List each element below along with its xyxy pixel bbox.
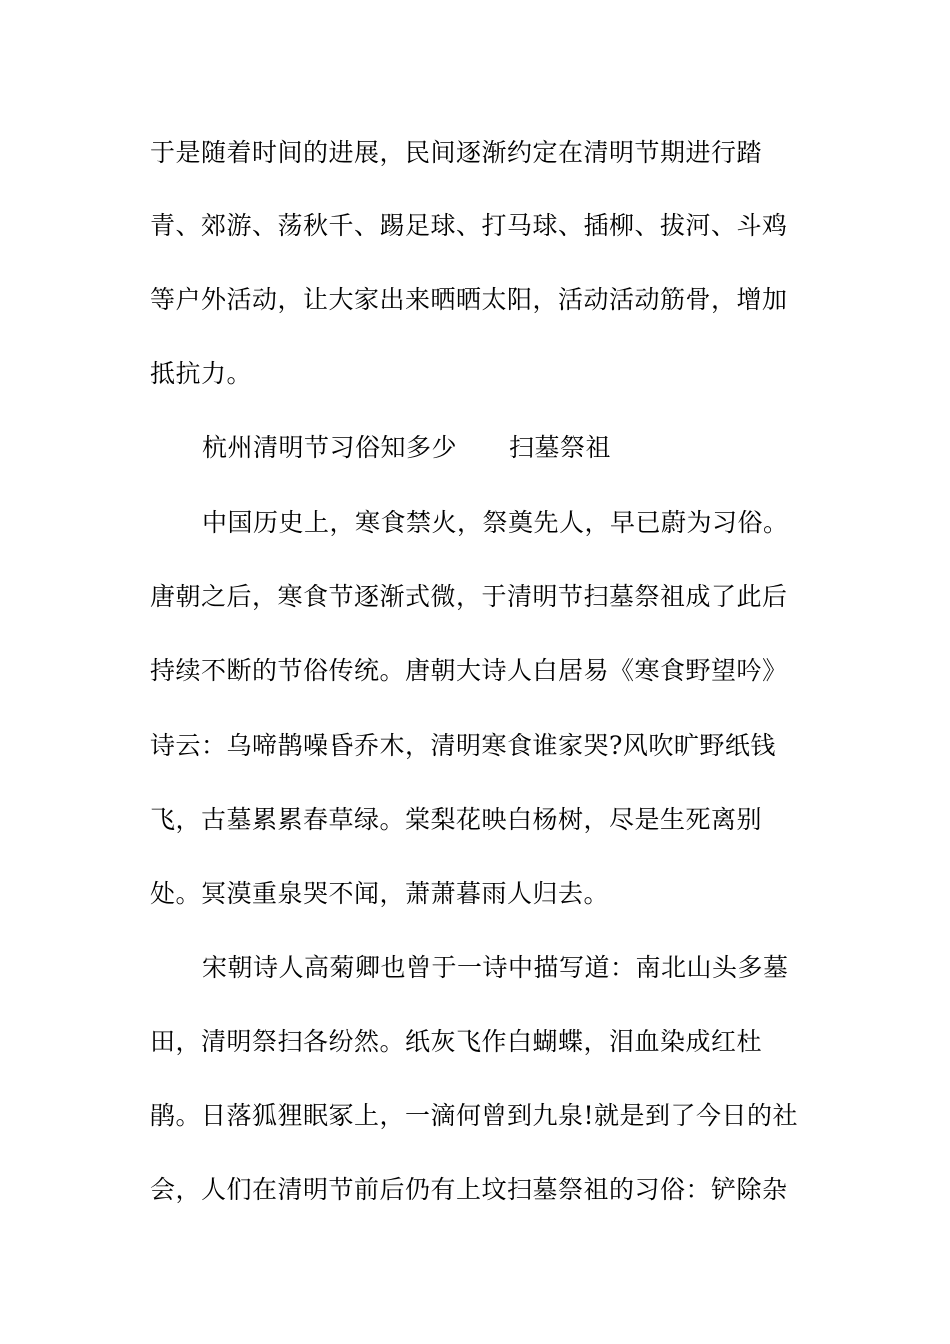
paragraph-2-line-2: 唐朝之后，寒食节逐渐式微，于清明节扫墓祭祖成了此后 xyxy=(150,582,788,611)
paragraph-2-line-5: 飞，古墓累累春草绿。棠梨花映白杨树，尽是生死离别 xyxy=(150,805,763,834)
paragraph-3-line-1: 宋朝诗人高菊卿也曾于一诗中描写道：南北山头多墓 xyxy=(202,953,789,982)
paragraph-1-line-4: 抵抗力。 xyxy=(150,359,253,388)
section-heading xyxy=(202,433,611,463)
paragraph-2-line-1: 中国历史上，寒食禁火，祭奠先人，早已蔚为习俗。 xyxy=(202,508,789,537)
paragraph-1-line-3: 等户外活动，让大家出来晒晒太阳，活动活动筋骨，增加 xyxy=(150,285,788,314)
paragraph-1-line-2: 青、郊游、荡秋千、踢足球、打马球、插柳、拔河、斗鸡 xyxy=(150,211,788,240)
heading-subtitle: 扫墓祭祖 xyxy=(509,433,612,462)
paragraph-3-line-3: 鹃。日落狐狸眠冢上，一滴何曾到九泉!就是到了今日的社 xyxy=(150,1101,799,1130)
paragraph-2-line-3: 持续不断的节俗传统。唐朝大诗人白居易《寒食野望吟》 xyxy=(150,656,788,685)
paragraph-2-line-4: 诗云：乌啼鹊噪昏乔木，清明寒食谁家哭?风吹旷野纸钱 xyxy=(150,731,776,760)
paragraph-1-line-1: 于是随着时间的进展，民间逐渐约定在清明节期进行踏 xyxy=(150,138,763,167)
paragraph-2-line-6: 处。冥漠重泉哭不闻，萧萧暮雨人归去。 xyxy=(150,879,610,908)
paragraph-3-line-4: 会，人们在清明节前后仍有上坟扫墓祭祖的习俗：铲除杂 xyxy=(150,1175,788,1204)
heading-title: 杭州清明节习俗知多少 xyxy=(202,433,458,462)
paragraph-3-line-2: 田，清明祭扫各纷然。纸灰飞作白蝴蝶，泪血染成红杜 xyxy=(150,1027,763,1056)
